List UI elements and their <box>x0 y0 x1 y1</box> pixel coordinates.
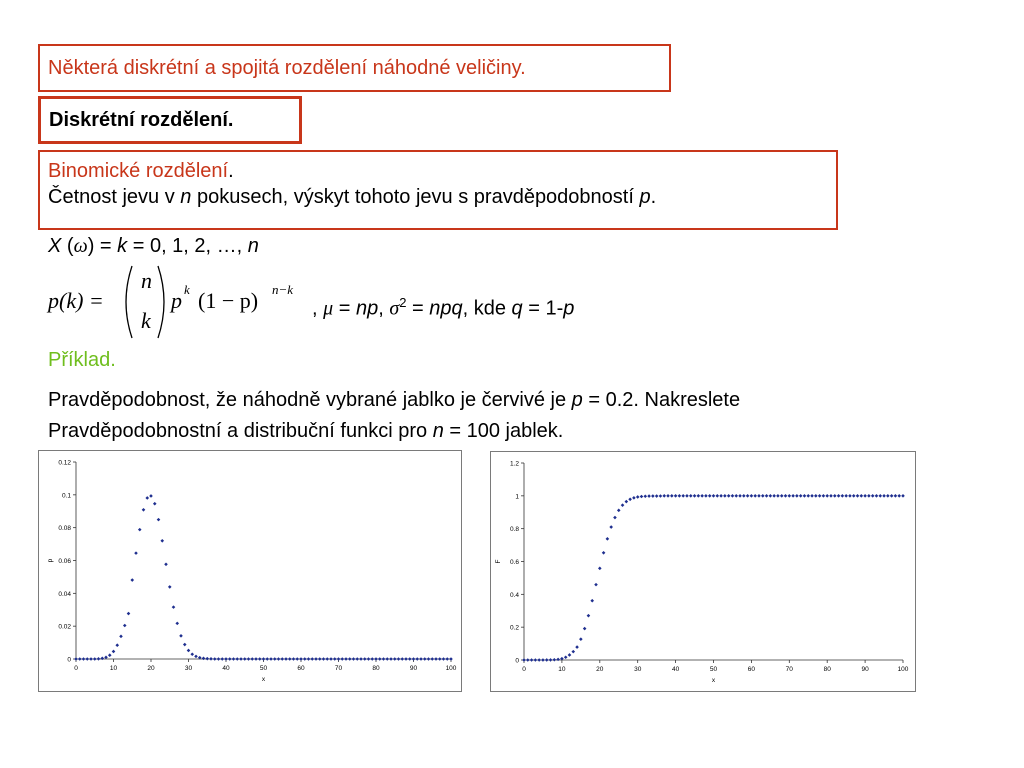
data-point <box>860 494 864 498</box>
data-point <box>715 494 719 498</box>
x-axis-label: x <box>711 677 716 684</box>
data-point <box>575 645 579 649</box>
data-point <box>651 494 655 498</box>
data-point <box>318 657 322 661</box>
problem-l2a: Pravděpodobnostní a distribuční funkci pro <box>48 420 433 442</box>
data-point <box>878 494 882 498</box>
data-point <box>254 657 258 661</box>
data-point <box>93 657 97 661</box>
data-point <box>738 494 742 498</box>
y-tick-label: 0.04 <box>58 590 71 598</box>
x-tick-label: 60 <box>297 665 305 672</box>
data-point <box>875 494 879 498</box>
data-point <box>322 657 326 661</box>
data-point <box>419 657 423 661</box>
data-point <box>127 612 131 616</box>
data-point <box>719 494 723 498</box>
x-tick-label: 50 <box>259 665 268 672</box>
y-tick-label: 0 <box>515 657 519 665</box>
x-tick-label: 60 <box>747 666 756 673</box>
y-tick-label: 1 <box>515 493 519 501</box>
data-point <box>97 657 101 661</box>
data-point <box>628 497 632 501</box>
data-point <box>153 502 157 506</box>
x-tick-label: 70 <box>785 666 793 673</box>
data-point <box>643 494 647 498</box>
data-point <box>295 657 299 661</box>
data-point <box>262 657 266 661</box>
data-point <box>168 585 172 589</box>
data-point <box>556 658 560 662</box>
formula-comma: , <box>312 297 318 320</box>
data-point <box>621 503 625 507</box>
data-point <box>314 657 318 661</box>
data-point <box>704 494 708 498</box>
data-point <box>138 528 142 532</box>
sigma-exponent: 2 <box>399 295 407 310</box>
problem-l1b: = 0.2. Nakreslete <box>582 389 741 411</box>
data-point <box>217 657 221 661</box>
data-point <box>678 494 682 498</box>
data-point <box>149 494 153 498</box>
support-omega: ω <box>73 235 88 257</box>
binomial-definition <box>48 184 828 210</box>
data-point <box>541 658 545 662</box>
data-point <box>594 583 598 587</box>
binom-top: n <box>141 268 152 293</box>
data-point <box>750 494 754 498</box>
data-point <box>564 655 568 659</box>
y-tick-label: 0.1 <box>61 492 71 500</box>
y-tick-label: 0 <box>67 656 71 664</box>
x-tick-label: 80 <box>372 665 380 672</box>
formula-k-exponent: k <box>184 282 190 297</box>
x-tick-label: 40 <box>671 666 680 673</box>
slide-title <box>38 44 671 92</box>
x-tick-label: 10 <box>109 665 118 672</box>
example-label-text: Příklad. <box>48 349 116 371</box>
y-tick-label: 0.02 <box>58 623 71 631</box>
data-point <box>655 494 659 498</box>
y-axis-label: p <box>47 558 54 563</box>
data-point <box>78 657 82 661</box>
data-point <box>697 494 701 498</box>
data-point <box>239 657 243 661</box>
support-n: n <box>247 235 259 257</box>
data-point <box>609 525 613 529</box>
data-point <box>400 657 404 661</box>
data-point <box>89 657 93 661</box>
data-point <box>526 658 530 662</box>
data-point <box>434 657 438 661</box>
data-point <box>659 494 663 498</box>
data-point <box>727 494 731 498</box>
data-point <box>537 658 541 662</box>
data-point <box>662 494 666 498</box>
data-point <box>837 494 841 498</box>
data-point <box>780 494 784 498</box>
formula-moments <box>312 290 574 322</box>
data-point <box>404 657 408 661</box>
support-line <box>48 233 259 259</box>
x-tick-label: 0 <box>74 665 78 672</box>
data-point <box>397 657 401 661</box>
data-point <box>640 495 644 499</box>
data-point <box>108 653 112 657</box>
data-point <box>119 635 123 639</box>
data-point <box>568 653 572 657</box>
formula-eq1: = <box>333 297 356 320</box>
data-point <box>814 494 818 498</box>
problem-l1a: Pravděpodobnost, že náhodně vybrané jablko je červivé je <box>48 389 572 411</box>
formula-eq3: = 1- <box>522 297 564 320</box>
data-point <box>753 494 757 498</box>
data-point <box>788 494 792 498</box>
mu-symbol: μ <box>323 297 334 320</box>
data-point <box>844 494 848 498</box>
data-point <box>606 537 610 541</box>
data-point <box>723 494 727 498</box>
data-point <box>412 657 416 661</box>
support-open: ( <box>61 235 74 257</box>
data-point <box>700 494 704 498</box>
support-X: X <box>48 235 62 257</box>
y-tick-label: 0.12 <box>58 459 71 467</box>
data-point <box>852 494 856 498</box>
data-point <box>292 657 296 661</box>
data-point <box>299 657 303 661</box>
data-point <box>235 657 239 661</box>
data-point <box>681 494 685 498</box>
data-point <box>329 657 333 661</box>
data-point <box>746 494 750 498</box>
data-point <box>734 494 738 498</box>
sigma-symbol: σ <box>389 297 400 320</box>
data-point <box>708 494 712 498</box>
data-point <box>863 494 867 498</box>
data-point <box>74 657 78 661</box>
data-point <box>393 657 397 661</box>
data-point <box>886 494 890 498</box>
data-point <box>228 657 232 661</box>
data-point <box>625 500 629 504</box>
data-point <box>374 657 378 661</box>
data-point <box>818 494 822 498</box>
data-point <box>867 494 871 498</box>
data-point <box>258 657 262 661</box>
data-point <box>100 657 104 661</box>
data-point <box>522 658 526 662</box>
data-point <box>423 657 427 661</box>
section-heading-text: Diskrétní rozdělení. <box>49 109 234 131</box>
data-point <box>307 657 311 661</box>
formula-lhs: p(k) = <box>48 288 104 313</box>
formula-middle: (1 − p) <box>198 288 259 313</box>
formula-sep: , <box>378 297 390 320</box>
data-point <box>617 509 621 513</box>
data-point <box>115 643 119 647</box>
definition-part2: pokusech, výskyt tohoto jevu s pravděpodobností <box>191 186 640 208</box>
data-point <box>123 624 127 628</box>
data-point <box>367 657 371 661</box>
distribution-chart <box>491 452 915 691</box>
data-point <box>340 657 344 661</box>
data-point <box>344 657 348 661</box>
data-point <box>803 494 807 498</box>
data-point <box>897 494 901 498</box>
definition-p: p <box>639 186 651 208</box>
data-point <box>352 657 356 661</box>
problem-n: n <box>432 420 444 442</box>
x-tick-label: 80 <box>823 666 831 673</box>
data-point <box>427 657 431 661</box>
data-point <box>187 649 191 653</box>
data-point <box>590 599 594 603</box>
data-point <box>583 627 587 631</box>
data-point <box>183 643 187 647</box>
data-point <box>602 551 606 555</box>
data-point <box>553 658 557 662</box>
data-point <box>172 605 176 609</box>
data-point <box>901 494 905 498</box>
data-point <box>587 614 591 618</box>
data-point <box>841 494 845 498</box>
data-point <box>284 657 288 661</box>
binomial-formula <box>48 262 688 342</box>
data-point <box>449 657 453 661</box>
x-tick-label: 20 <box>596 666 604 673</box>
data-point <box>202 657 206 661</box>
formula-p-end: p <box>563 297 575 320</box>
data-point <box>269 657 273 661</box>
data-point <box>370 657 374 661</box>
x-tick-label: 90 <box>861 666 869 673</box>
problem-p: p <box>571 389 583 411</box>
data-point <box>348 657 352 661</box>
data-point <box>250 657 254 661</box>
x-tick-label: 10 <box>558 666 566 673</box>
probability-chart-frame <box>38 450 462 692</box>
binomial-heading-dot: . <box>228 160 234 182</box>
data-point <box>693 494 697 498</box>
data-point <box>288 657 292 661</box>
data-point <box>674 494 678 498</box>
problem-l2b: = 100 jablek. <box>443 420 564 442</box>
x-tick-label: 20 <box>147 665 155 672</box>
data-point <box>685 494 689 498</box>
data-point <box>769 494 773 498</box>
data-point <box>882 494 886 498</box>
data-point <box>670 494 674 498</box>
binomial-definition-box <box>38 150 838 230</box>
data-point <box>415 657 419 661</box>
y-tick-label: 0.06 <box>58 558 71 565</box>
binom-bottom: k <box>141 308 151 333</box>
data-point <box>280 657 284 661</box>
data-point <box>430 657 434 661</box>
data-point <box>757 494 761 498</box>
data-point <box>799 494 803 498</box>
data-point <box>243 657 247 661</box>
data-point <box>408 657 412 661</box>
data-point <box>179 634 183 638</box>
definition-end: . <box>650 186 657 208</box>
data-point <box>825 494 829 498</box>
data-point <box>890 494 894 498</box>
data-point <box>848 494 852 498</box>
data-point <box>160 539 164 543</box>
formula-npq: npq <box>429 297 463 320</box>
data-point <box>579 637 583 641</box>
data-point <box>571 650 575 654</box>
data-point <box>303 657 307 661</box>
data-point <box>856 494 860 498</box>
data-point <box>765 494 769 498</box>
formula-kde: , kde <box>462 297 512 320</box>
data-point <box>164 562 168 566</box>
data-point <box>232 657 236 661</box>
data-point <box>130 578 134 582</box>
data-point <box>85 657 89 661</box>
problem-line-1 <box>48 387 740 413</box>
binomial-heading-text: Binomické rozdělení <box>48 160 229 182</box>
support-eq: = <box>94 235 118 257</box>
data-point <box>213 657 217 661</box>
data-point <box>731 494 735 498</box>
formula-q: q <box>511 297 523 320</box>
data-point <box>810 494 814 498</box>
data-point <box>871 494 875 498</box>
data-point <box>689 494 693 498</box>
x-tick-label: 100 <box>897 666 909 673</box>
data-point <box>772 494 776 498</box>
data-point <box>82 657 86 661</box>
data-point <box>822 494 826 498</box>
data-point <box>273 657 277 661</box>
binomial-heading <box>48 158 828 184</box>
data-point <box>337 657 341 661</box>
data-point <box>647 494 651 498</box>
data-point <box>190 652 194 656</box>
x-tick-label: 50 <box>709 666 718 673</box>
problem-line-2 <box>48 418 563 444</box>
data-point <box>784 494 788 498</box>
data-point <box>333 657 337 661</box>
data-point <box>209 657 213 661</box>
probability-chart <box>39 451 461 691</box>
data-point <box>175 622 179 626</box>
data-point <box>776 494 780 498</box>
formula-p: p <box>171 288 182 313</box>
data-point <box>795 494 799 498</box>
data-point <box>534 658 538 662</box>
data-point <box>194 655 198 659</box>
data-point <box>378 657 382 661</box>
data-point <box>829 494 833 498</box>
data-point <box>636 495 640 499</box>
data-point <box>742 494 746 498</box>
data-point <box>791 494 795 498</box>
data-point <box>438 657 442 661</box>
data-point <box>224 657 228 661</box>
support-values: = 0, 1, 2, …, <box>127 235 248 257</box>
data-point <box>205 657 209 661</box>
y-tick-label: 0.8 <box>509 526 519 534</box>
data-point <box>530 658 534 662</box>
data-point <box>442 657 446 661</box>
x-tick-label: 0 <box>522 666 526 673</box>
data-point <box>385 657 389 661</box>
definition-n: n <box>180 186 192 208</box>
data-point <box>359 657 363 661</box>
data-point <box>613 516 617 520</box>
data-point <box>134 551 138 555</box>
data-point <box>761 494 765 498</box>
data-point <box>112 650 116 654</box>
data-point <box>445 657 449 661</box>
x-tick-label: 90 <box>409 665 418 672</box>
data-point <box>894 494 898 498</box>
data-point <box>247 657 251 661</box>
y-axis-label: F <box>495 559 502 564</box>
data-point <box>833 494 837 498</box>
support-close: ) <box>87 235 95 257</box>
support-k: k <box>117 235 128 257</box>
y-tick-label: 0.4 <box>509 591 519 599</box>
data-point <box>666 494 670 498</box>
x-tick-label: 70 <box>334 665 343 672</box>
formula-np: np <box>355 297 379 320</box>
formula-eq2: = <box>406 297 430 320</box>
section-heading <box>38 96 302 144</box>
y-tick-label: 0.2 <box>509 624 519 632</box>
data-point <box>363 657 367 661</box>
data-point <box>382 657 386 661</box>
x-tick-label: 30 <box>184 665 193 672</box>
formula-nk-exponent: n−k <box>272 282 294 297</box>
data-point <box>549 658 553 662</box>
data-point <box>145 496 149 500</box>
x-tick-label: 30 <box>634 666 642 673</box>
data-point <box>712 494 716 498</box>
data-point <box>806 494 810 498</box>
data-point <box>389 657 393 661</box>
data-point <box>157 518 161 522</box>
data-point <box>220 657 224 661</box>
distribution-chart-frame <box>490 451 916 692</box>
y-tick-label: 0.08 <box>58 525 71 533</box>
data-point <box>142 508 146 512</box>
data-point <box>355 657 359 661</box>
example-label <box>48 347 116 373</box>
data-point <box>325 657 329 661</box>
slide-title-text: Některá diskrétní a spojitá rozdělení náhodné veličiny. <box>48 57 526 79</box>
data-point <box>545 658 549 662</box>
y-tick-label: 0.6 <box>509 559 519 566</box>
y-tick-label: 1.2 <box>509 460 519 468</box>
x-axis-label: x <box>261 676 266 683</box>
definition-part1: Četnost jevu v <box>48 186 181 208</box>
data-point <box>265 657 269 661</box>
data-point <box>310 657 314 661</box>
data-point <box>598 567 602 571</box>
data-point <box>632 496 636 500</box>
data-point <box>277 657 281 661</box>
x-tick-label: 40 <box>222 665 230 672</box>
x-tick-label: 100 <box>445 665 457 672</box>
